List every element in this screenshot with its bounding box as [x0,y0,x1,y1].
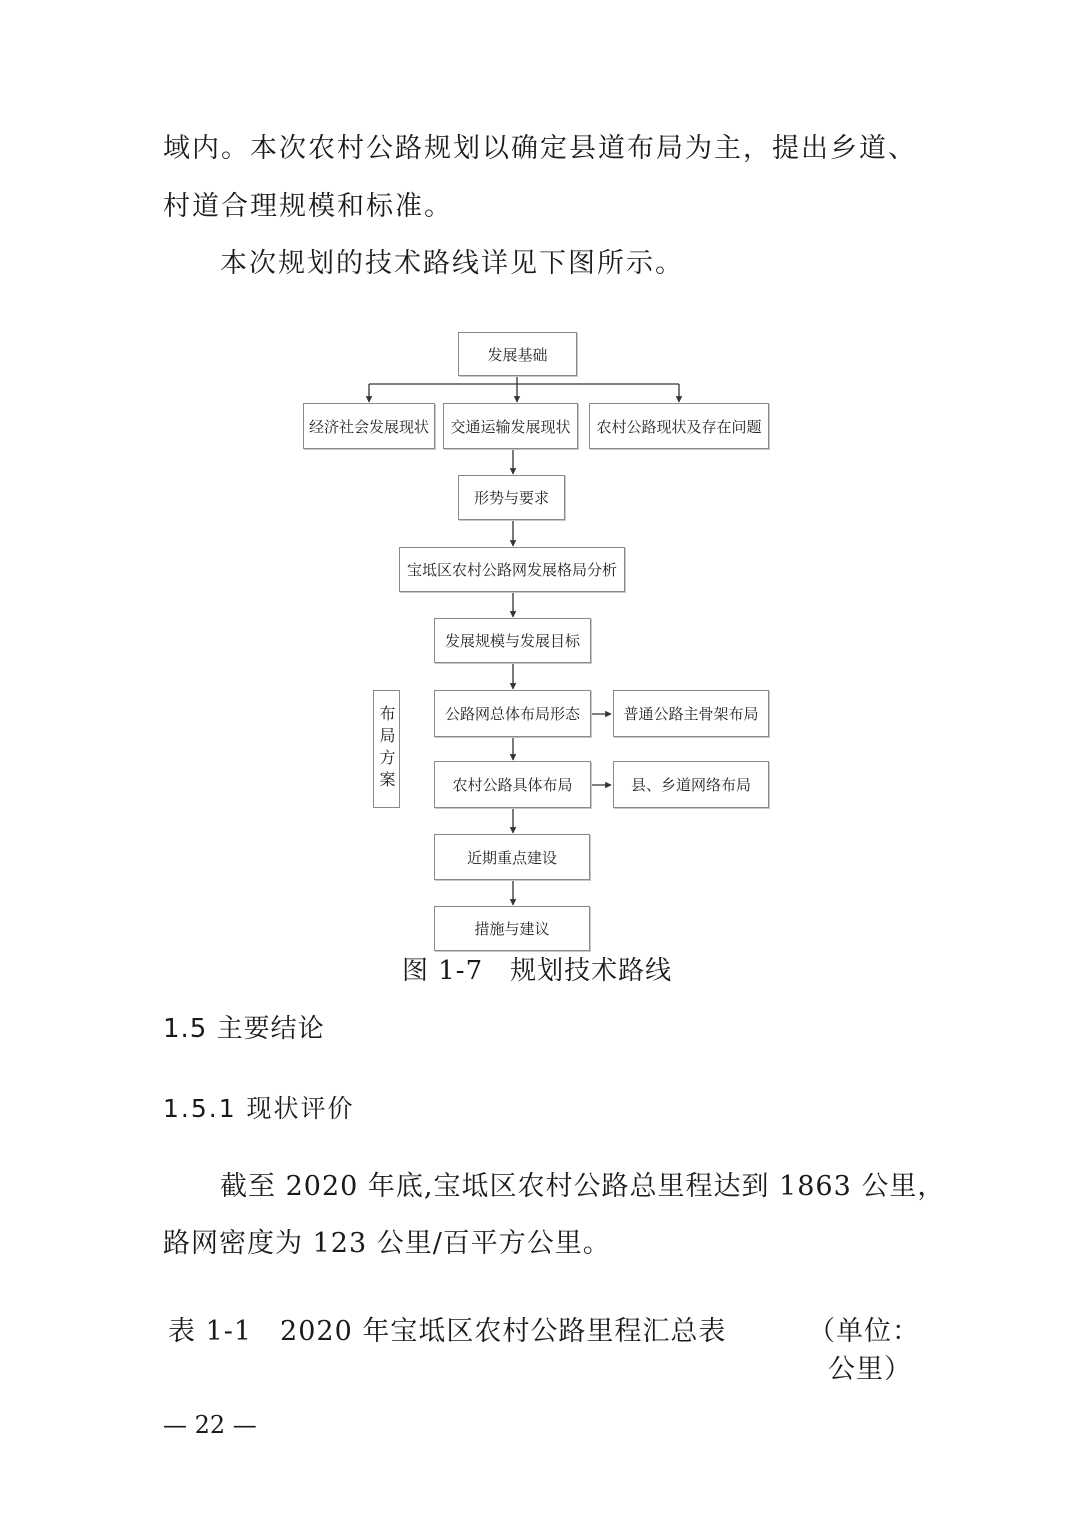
paragraph-line: 截至 2020 年底,宝坻区农村公路总里程达到 1863 公里， [220,1171,946,1202]
table-unit: 公里） [828,1354,912,1385]
flow-node-root: 发展基础 [458,332,577,376]
layout-plan-label: 布局方案 [373,690,400,808]
section-heading: 1.5 主要结论 [163,1014,325,1044]
paragraph: 本次规划的技术路线详见下图所示。 [220,248,684,279]
table-unit: （单位： [808,1316,920,1347]
table-caption: 表 1-1 2020 年宝坻区农村公路里程汇总表 [168,1316,727,1347]
flow-node-layout: 公路网总体布局形态 [434,690,591,737]
paragraph-line: 域内。本次农村公路规划以确定县道布局为主，提出乡道、 [163,133,917,164]
flow-node-layout: 农村公路具体布局 [434,761,591,808]
flow-node-layout-detail: 县、乡道网络布局 [613,761,769,808]
flow-node-branch: 经济社会发展现状 [303,403,435,449]
flow-node-step: 发展规模与发展目标 [434,618,591,663]
flow-node-step: 宝坻区农村公路网发展格局分析 [399,547,625,592]
subsection-heading: 1.5.1 现状评价 [163,1094,355,1123]
page-number: — 22 — [163,1411,257,1439]
figure-caption: 图 1-7 规划技术路线 [402,956,673,986]
flow-node-final: 措施与建议 [434,906,590,951]
flow-node-step: 形势与要求 [458,475,565,520]
flow-node-final: 近期重点建设 [434,834,590,880]
flow-node-layout-detail: 普通公路主骨架布局 [613,690,769,737]
flow-node-branch: 交通运输发展现状 [443,403,578,449]
flow-node-branch: 农村公路现状及存在问题 [589,403,769,449]
paragraph-line: 村道合理规模和标准。 [163,191,453,222]
paragraph-line: 路网密度为 123 公里/百平方公里。 [163,1228,611,1259]
